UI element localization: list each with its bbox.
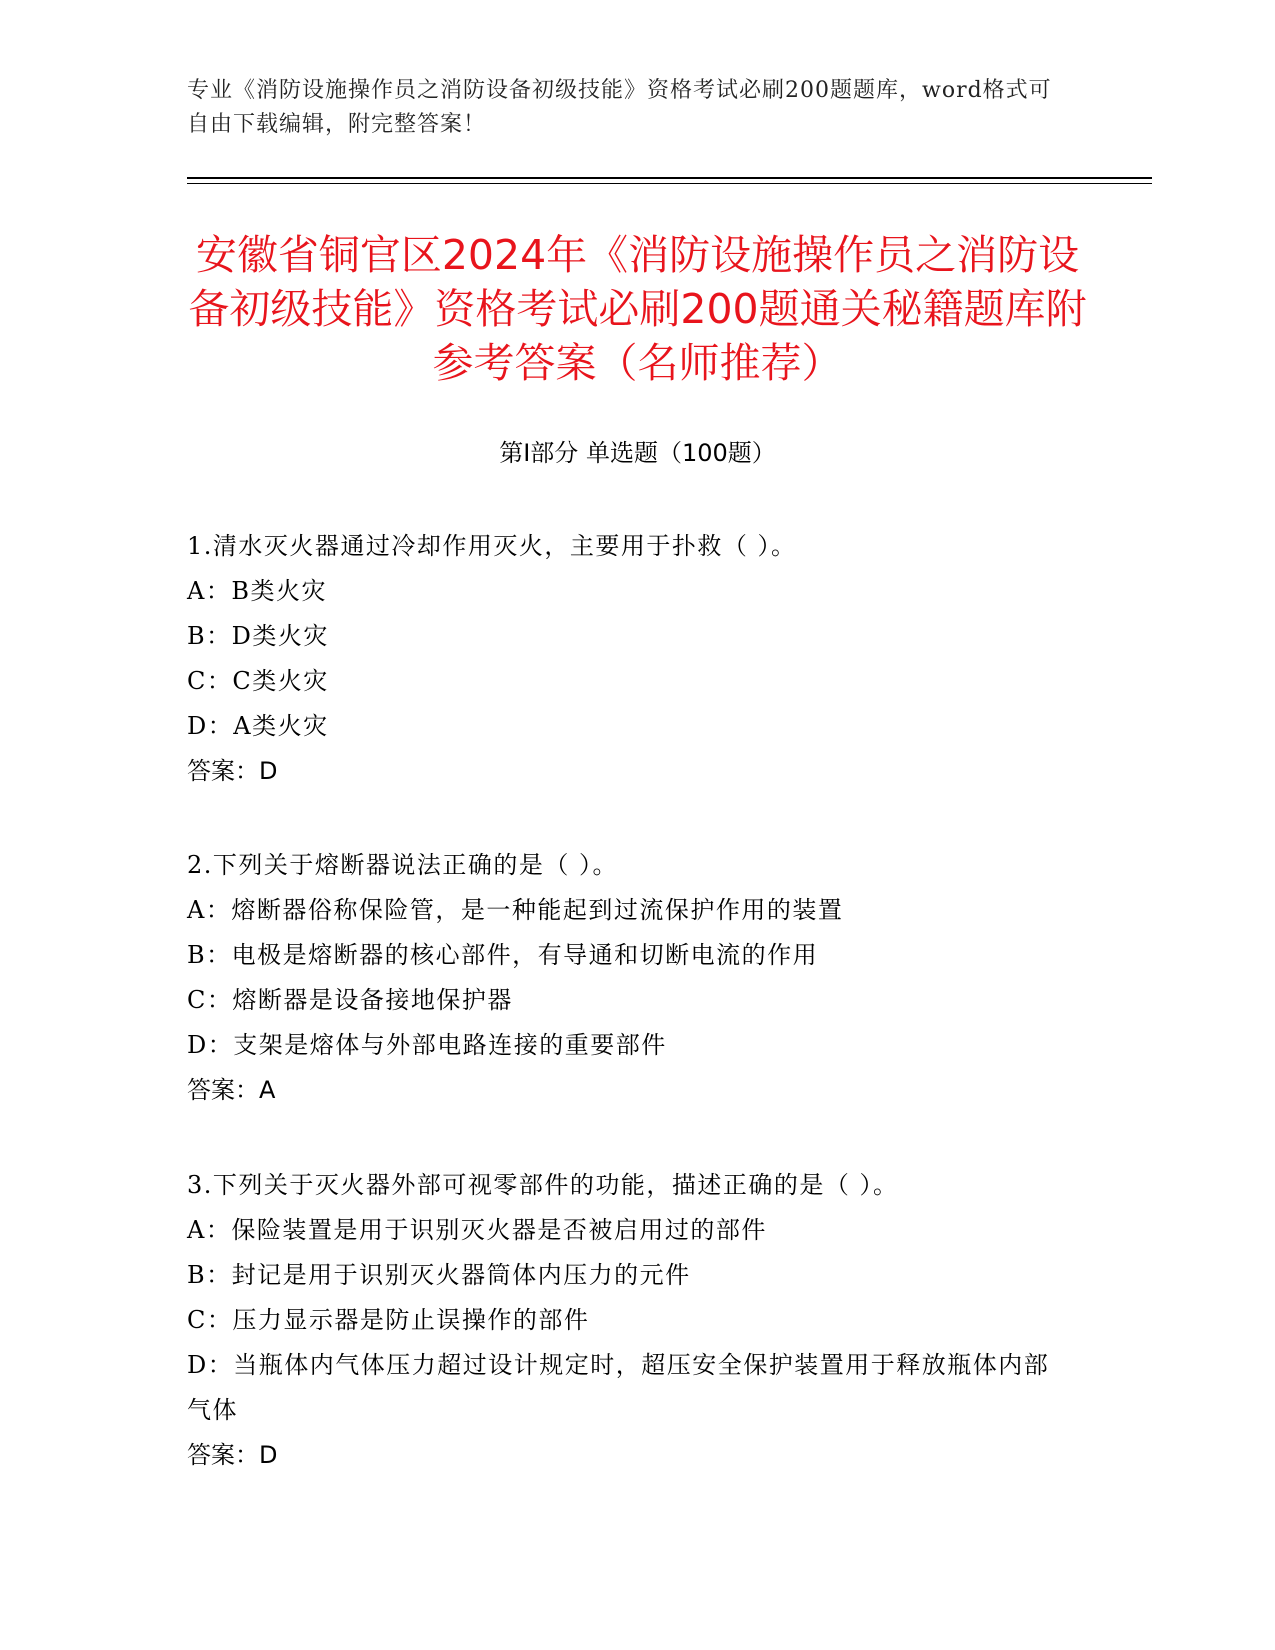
option-d: D：支架是熔体与外部电路连接的重要部件 bbox=[187, 1031, 667, 1059]
question-2 bbox=[187, 843, 1067, 1113]
answer: 答案：D bbox=[187, 1441, 278, 1469]
question-3 bbox=[187, 1163, 1067, 1478]
section-heading: 第Ⅰ部分 单选题（100题） bbox=[499, 439, 776, 467]
document-title: 安徽省铜官区2024年《消防设施操作员之消防设备初级技能》资格考试必刷200题通关秘籍题库附参考答案（名师推荐） bbox=[188, 231, 1087, 387]
question-stem: 2.下列关于熔断器说法正确的是（ ）。 bbox=[187, 851, 619, 879]
question-stem: 1.清水灭火器通过冷却作用灭火，主要用于扑救（ ）。 bbox=[187, 532, 797, 560]
option-c: C：压力显示器是防止误操作的部件 bbox=[187, 1306, 590, 1334]
option-c: C：C类火灾 bbox=[187, 667, 329, 695]
option-d: D：A类火灾 bbox=[187, 712, 329, 740]
question-1 bbox=[187, 524, 1067, 794]
option-b: B：电极是熔断器的核心部件，有导通和切断电流的作用 bbox=[187, 941, 819, 969]
question-stem: 3.下列关于灭火器外部可视零部件的功能，描述正确的是（ ）。 bbox=[187, 1171, 899, 1199]
option-a: A：B类火灾 bbox=[187, 577, 327, 605]
option-a: A：熔断器俗称保险管，是一种能起到过流保护作用的装置 bbox=[187, 896, 844, 924]
header-divider-thin bbox=[187, 183, 1152, 184]
option-b: B：D类火灾 bbox=[187, 622, 329, 650]
header-divider-thick bbox=[187, 177, 1152, 179]
answer: 答案：A bbox=[187, 1076, 276, 1104]
option-b: B：封记是用于识别灭火器筒体内压力的元件 bbox=[187, 1261, 691, 1289]
header-note: 专业《消防设施操作员之消防设备初级技能》资格考试必刷200题题库，word格式可自由下载编辑，附完整答案！ bbox=[187, 78, 1052, 137]
option-c: C：熔断器是设备接地保护器 bbox=[187, 986, 513, 1014]
option-d: D：当瓶体内气体压力超过设计规定时，超压安全保护装置用于释放瓶体内部气体 bbox=[187, 1351, 1050, 1424]
option-a: A：保险装置是用于识别灭火器是否被启用过的部件 bbox=[187, 1216, 767, 1244]
answer: 答案：D bbox=[187, 757, 278, 785]
